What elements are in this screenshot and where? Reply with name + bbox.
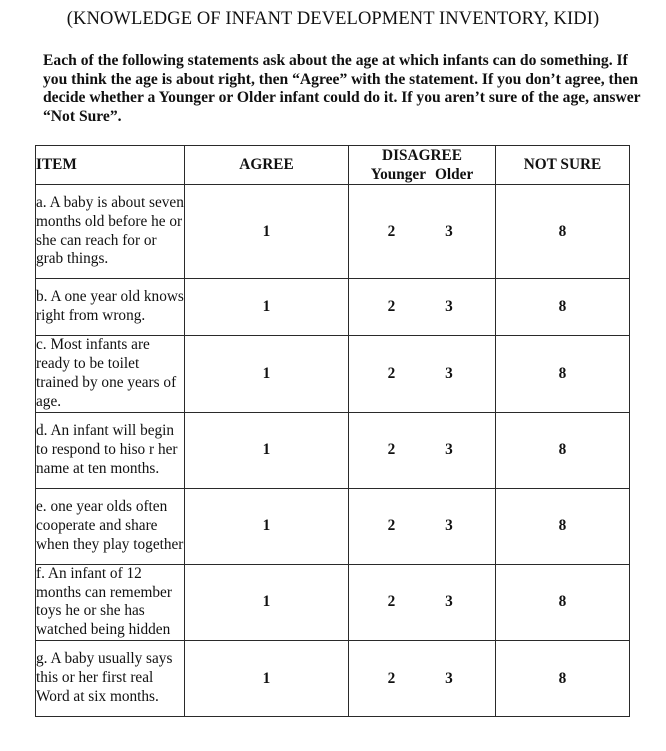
agree-code[interactable]: 1 — [185, 488, 349, 564]
younger-code[interactable]: 2 — [387, 593, 396, 611]
item-statement: g. A baby usually says this or her first real Word at six months. — [36, 641, 185, 717]
disagree-codes — [349, 412, 496, 488]
header-older: Older — [435, 166, 474, 183]
older-code[interactable]: 3 — [445, 517, 453, 535]
header-disagree — [349, 146, 496, 185]
item-statement: d. An infant will begin to respond to hiso r her name at ten months. — [36, 412, 185, 488]
document-title: (KNOWLEDGE OF INFANT DEVELOPMENT INVENTORY, KIDI) — [66, 9, 600, 29]
older-code[interactable]: 3 — [445, 593, 453, 611]
older-code[interactable]: 3 — [445, 298, 453, 315]
item-statement: e. one year olds often cooperate and share when they play together — [36, 488, 185, 564]
older-code[interactable]: 3 — [445, 441, 453, 459]
disagree-codes — [349, 336, 496, 413]
older-code[interactable]: 3 — [445, 669, 453, 687]
not-sure-code[interactable]: 8 — [496, 336, 630, 413]
agree-code[interactable]: 1 — [185, 564, 349, 641]
table-row — [36, 412, 630, 488]
instructions-paragraph: Each of the following statements ask about the age at which infants can do something. If you think the age is about right, then “Agree” with the statement. If you don’t agree, then decide whether a Younger or Older infant could do it. If you aren’t sure of the age, answer “Not Sure”. — [43, 52, 641, 125]
header-item: ITEM — [36, 146, 185, 185]
item-statement: b. A one year old knows right from wrong. — [36, 279, 185, 336]
not-sure-code[interactable]: 8 — [496, 279, 630, 336]
item-statement: f. An infant of 12 months can remember toys he or she has watched being hidden — [36, 564, 185, 641]
disagree-codes — [349, 564, 496, 641]
younger-code[interactable]: 2 — [387, 441, 396, 459]
item-statement: a. A baby is about seven months old before he or she can reach for or grab things. — [36, 185, 185, 279]
not-sure-code[interactable]: 8 — [496, 641, 630, 717]
header-disagree-label: DISAGREE — [382, 147, 462, 164]
younger-code[interactable]: 2 — [387, 298, 396, 315]
younger-code[interactable]: 2 — [387, 517, 396, 535]
table-row — [36, 336, 630, 413]
not-sure-code[interactable]: 8 — [496, 412, 630, 488]
item-statement: c. Most infants are ready to be toilet trained by one years of age. — [36, 336, 185, 413]
not-sure-code[interactable]: 8 — [496, 564, 630, 641]
agree-code[interactable]: 1 — [185, 185, 349, 279]
disagree-codes — [349, 185, 496, 279]
younger-code[interactable]: 2 — [387, 222, 396, 240]
agree-code[interactable]: 1 — [185, 336, 349, 413]
younger-code[interactable]: 2 — [387, 364, 396, 382]
kidi-table — [35, 145, 630, 717]
agree-code[interactable]: 1 — [185, 641, 349, 717]
younger-code[interactable]: 2 — [387, 669, 396, 687]
table-header-row — [36, 146, 630, 185]
older-code[interactable]: 3 — [445, 222, 453, 240]
header-younger: Younger — [370, 166, 426, 183]
older-code[interactable]: 3 — [445, 364, 453, 382]
agree-code[interactable]: 1 — [185, 412, 349, 488]
header-agree: AGREE — [185, 146, 349, 185]
header-disagree-options — [349, 165, 495, 184]
table-row — [36, 488, 630, 564]
header-not-sure: NOT SURE — [496, 146, 630, 185]
disagree-codes — [349, 641, 496, 717]
not-sure-code[interactable]: 8 — [496, 488, 630, 564]
disagree-codes — [349, 488, 496, 564]
disagree-codes — [349, 279, 496, 336]
table-row — [36, 279, 630, 336]
table-row — [36, 185, 630, 279]
table-row — [36, 564, 630, 641]
agree-code[interactable]: 1 — [185, 279, 349, 336]
table-row — [36, 641, 630, 717]
not-sure-code[interactable]: 8 — [496, 185, 630, 279]
